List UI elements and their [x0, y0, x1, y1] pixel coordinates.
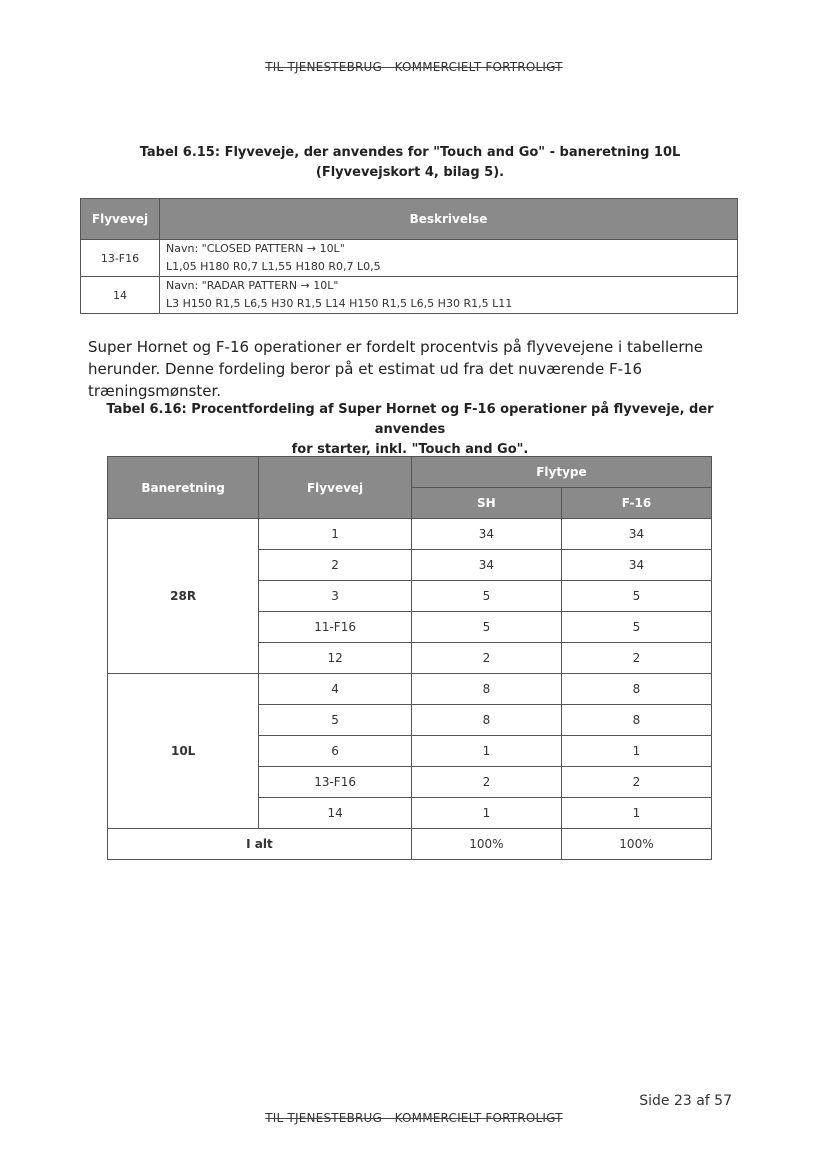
flyvevej-cell: 12: [259, 643, 412, 674]
procentfordeling-table: [107, 456, 712, 860]
table2-caption: [90, 400, 730, 460]
sh-cell: 8: [411, 705, 561, 736]
f16-cell: 1: [561, 798, 711, 829]
sh-cell: 5: [411, 581, 561, 612]
flyvevej-cell: 14: [81, 277, 160, 314]
total-sh: 100%: [411, 829, 561, 860]
f16-cell: 34: [561, 550, 711, 581]
table1-caption-line2: (Flyvevejskort 4, bilag 5).: [315, 165, 505, 180]
flyvevej-cell: 5: [259, 705, 412, 736]
flyvevej-cell: 13-F16: [81, 240, 160, 277]
table-row: [108, 674, 712, 705]
baneretning-cell: 10L: [108, 674, 259, 829]
total-row: [108, 829, 712, 860]
table2-caption-line1: Tabel 6.16: Procentfordeling af Super Hornet og F-16 operationer på flyveveje, der anvendes: [106, 402, 714, 437]
flyvevej-cell: 14: [259, 798, 412, 829]
page-footer: [0, 1111, 828, 1125]
f16-cell: 8: [561, 674, 711, 705]
flyvevej-cell: 4: [259, 674, 412, 705]
route-description: L3 H150 R1,5 L6,5 H30 R1,5 L14 H150 R1,5 L6,5 H30 R1,5 L11: [166, 297, 513, 310]
beskrivelse-cell: [160, 240, 738, 277]
f16-cell: 2: [561, 767, 711, 798]
sh-cell: 8: [411, 674, 561, 705]
f16-cell: 5: [561, 612, 711, 643]
table-row: [108, 519, 712, 550]
body-paragraph: Super Hornet og F-16 operationer er fordelt procentvis på flyvevejene i tabellerne herunder. Denne fordeling beror på et estimat ud fra det nuværende F-16 træningsmønster.: [88, 338, 703, 400]
sh-cell: 2: [411, 767, 561, 798]
f16-cell: 2: [561, 643, 711, 674]
sh-cell: 5: [411, 612, 561, 643]
sh-cell: 34: [411, 550, 561, 581]
flyvevej-cell: 1: [259, 519, 412, 550]
flyveveje-touch-and-go-table: [80, 198, 738, 314]
column-header-flytype: Flytype: [411, 457, 711, 488]
f16-cell: 1: [561, 736, 711, 767]
page-header: [0, 60, 828, 74]
column-header-f16: F-16: [561, 488, 711, 519]
sh-cell: 2: [411, 643, 561, 674]
total-label: I alt: [108, 829, 412, 860]
header-classification: TIL TJENESTEBRUG - KOMMERCIELT FORTROLIGT: [265, 60, 563, 74]
column-header-flyvevej: Flyvevej: [259, 457, 412, 519]
f16-cell: 34: [561, 519, 711, 550]
sh-cell: 1: [411, 736, 561, 767]
footer-classification: TIL TJENESTEBRUG - KOMMERCIELT FORTROLIGT: [265, 1111, 563, 1125]
page-number: Side 23 af 57: [639, 1093, 732, 1109]
flyvevej-cell: 6: [259, 736, 412, 767]
flyvevej-cell: 3: [259, 581, 412, 612]
table-row: [81, 240, 738, 277]
flyvevej-cell: 13-F16: [259, 767, 412, 798]
baneretning-cell: 28R: [108, 519, 259, 674]
total-f16: 100%: [561, 829, 711, 860]
flyvevej-cell: 2: [259, 550, 412, 581]
route-description: L1,05 H180 R0,7 L1,55 H180 R0,7 L0,5: [166, 260, 381, 273]
column-header-baneretning: Baneretning: [108, 457, 259, 519]
column-header-flyvevej: Flyvevej: [81, 199, 160, 240]
sh-cell: 34: [411, 519, 561, 550]
table1-header-row: [81, 199, 738, 240]
f16-cell: 5: [561, 581, 711, 612]
table2-caption-line2: for starter, inkl. "Touch and Go".: [291, 442, 529, 457]
table2-header-row: [108, 457, 712, 488]
table-row: [81, 277, 738, 314]
sh-cell: 1: [411, 798, 561, 829]
route-name: Navn: "RADAR PATTERN → 10L": [166, 279, 339, 292]
column-header-beskrivelse: Beskrivelse: [160, 199, 738, 240]
route-name: Navn: "CLOSED PATTERN → 10L": [166, 242, 345, 255]
table1-caption-line1: Tabel 6.15: Flyveveje, der anvendes for "Touch and Go" - baneretning 10L: [139, 145, 681, 160]
column-header-sh: SH: [411, 488, 561, 519]
beskrivelse-cell: [160, 277, 738, 314]
flyvevej-cell: 11-F16: [259, 612, 412, 643]
table1-caption: [100, 143, 720, 183]
f16-cell: 8: [561, 705, 711, 736]
